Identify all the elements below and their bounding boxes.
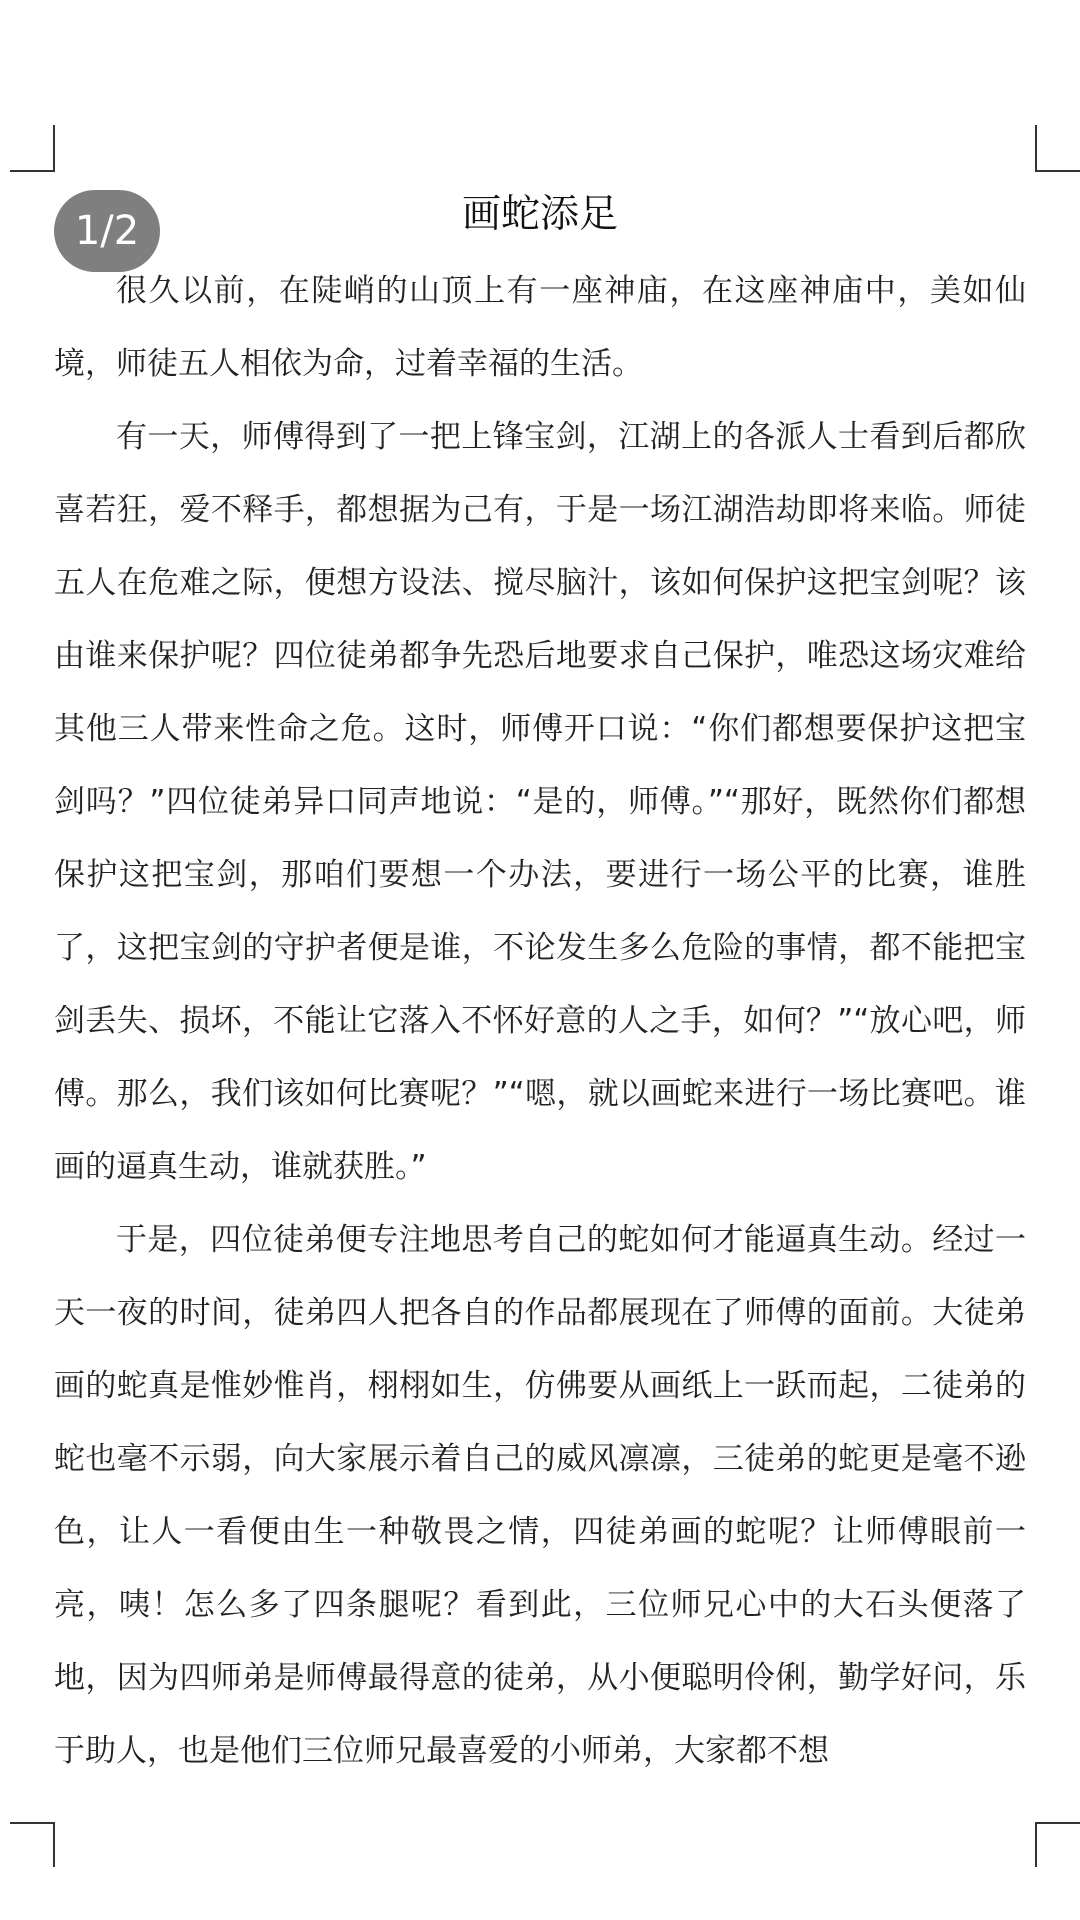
- page-indicator-badge[interactable]: 1/2: [54, 190, 160, 272]
- crop-mark-bottom-left-h: [10, 1822, 55, 1824]
- paragraph: 于是，四位徒弟便专注地思考自己的蛇如何才能逼真生动。经过一天一夜的时间，徒弟四人把各自的作品都展现在了师傅的面前。大徒弟画的蛇真是惟妙惟肖，栩栩如生，仿佛要从画纸上一跃而起，二徒弟的蛇也毫不示弱，向大家展示着自己的威风凛凛，三徒弟的蛇更是毫不逊色，让人一看便由生一种敬畏之情，四徒弟画的蛇呢？让师傅眼前一亮，咦！怎么多了四条腿呢？看到此，三位师兄心中的大石头便落了地，因为四师弟是师傅最得意的徒弟，从小便聪明伶俐，勤学好问，乐于助人，也是他们三位师兄最喜爱的小师弟，大家都不想: [54, 1222, 1026, 1769]
- paragraph: 有一天，师傅得到了一把上锋宝剑，江湖上的各派人士看到后都欣喜若狂，爱不释手，都想据为己有，于是一场江湖浩劫即将来临。师徒五人在危难之际，便想方设法、搅尽脑汁，该如何保护这把宝剑呢？该由谁来保护呢？四位徒弟都争先恐后地要求自己保护，唯恐这场灾难给其他三人带来性命之危。这时，师傅开口说：“你们都想要保护这把宝剑吗？”四位徒弟异口同声地说：“是的，师傅。”“那好，既然你们都想保护这把宝剑，那咱们要想一个办法，要进行一场公平的比赛，谁胜了，这把宝剑的守护者便是谁，不论发生多么危险的事情，都不能把宝剑丢失、损坏，不能让它落入不怀好意的人之手，如何？”“放心吧，师傅。那么，我们该如何比赛呢？”“嗯，就以画蛇来进行一场比赛吧。谁画的逼真生动，谁就获胜。”: [54, 419, 1026, 1185]
- document-title: 画蛇添足: [461, 192, 618, 237]
- crop-mark-top-left-v: [53, 125, 55, 170]
- paragraph: 很久以前，在陡峭的山顶上有一座神庙，在这座神庙中，美如仙境，师徒五人相依为命，过着幸福的生活。: [54, 273, 1026, 382]
- crop-mark-top-left-h: [10, 170, 55, 172]
- crop-mark-bottom-right-h: [1035, 1822, 1080, 1824]
- crop-mark-top-right-h: [1035, 170, 1080, 172]
- crop-mark-bottom-left-v: [53, 1822, 55, 1867]
- crop-mark-top-right-v: [1035, 125, 1037, 170]
- crop-mark-bottom-right-v: [1035, 1822, 1037, 1867]
- document-body: [54, 255, 1026, 1788]
